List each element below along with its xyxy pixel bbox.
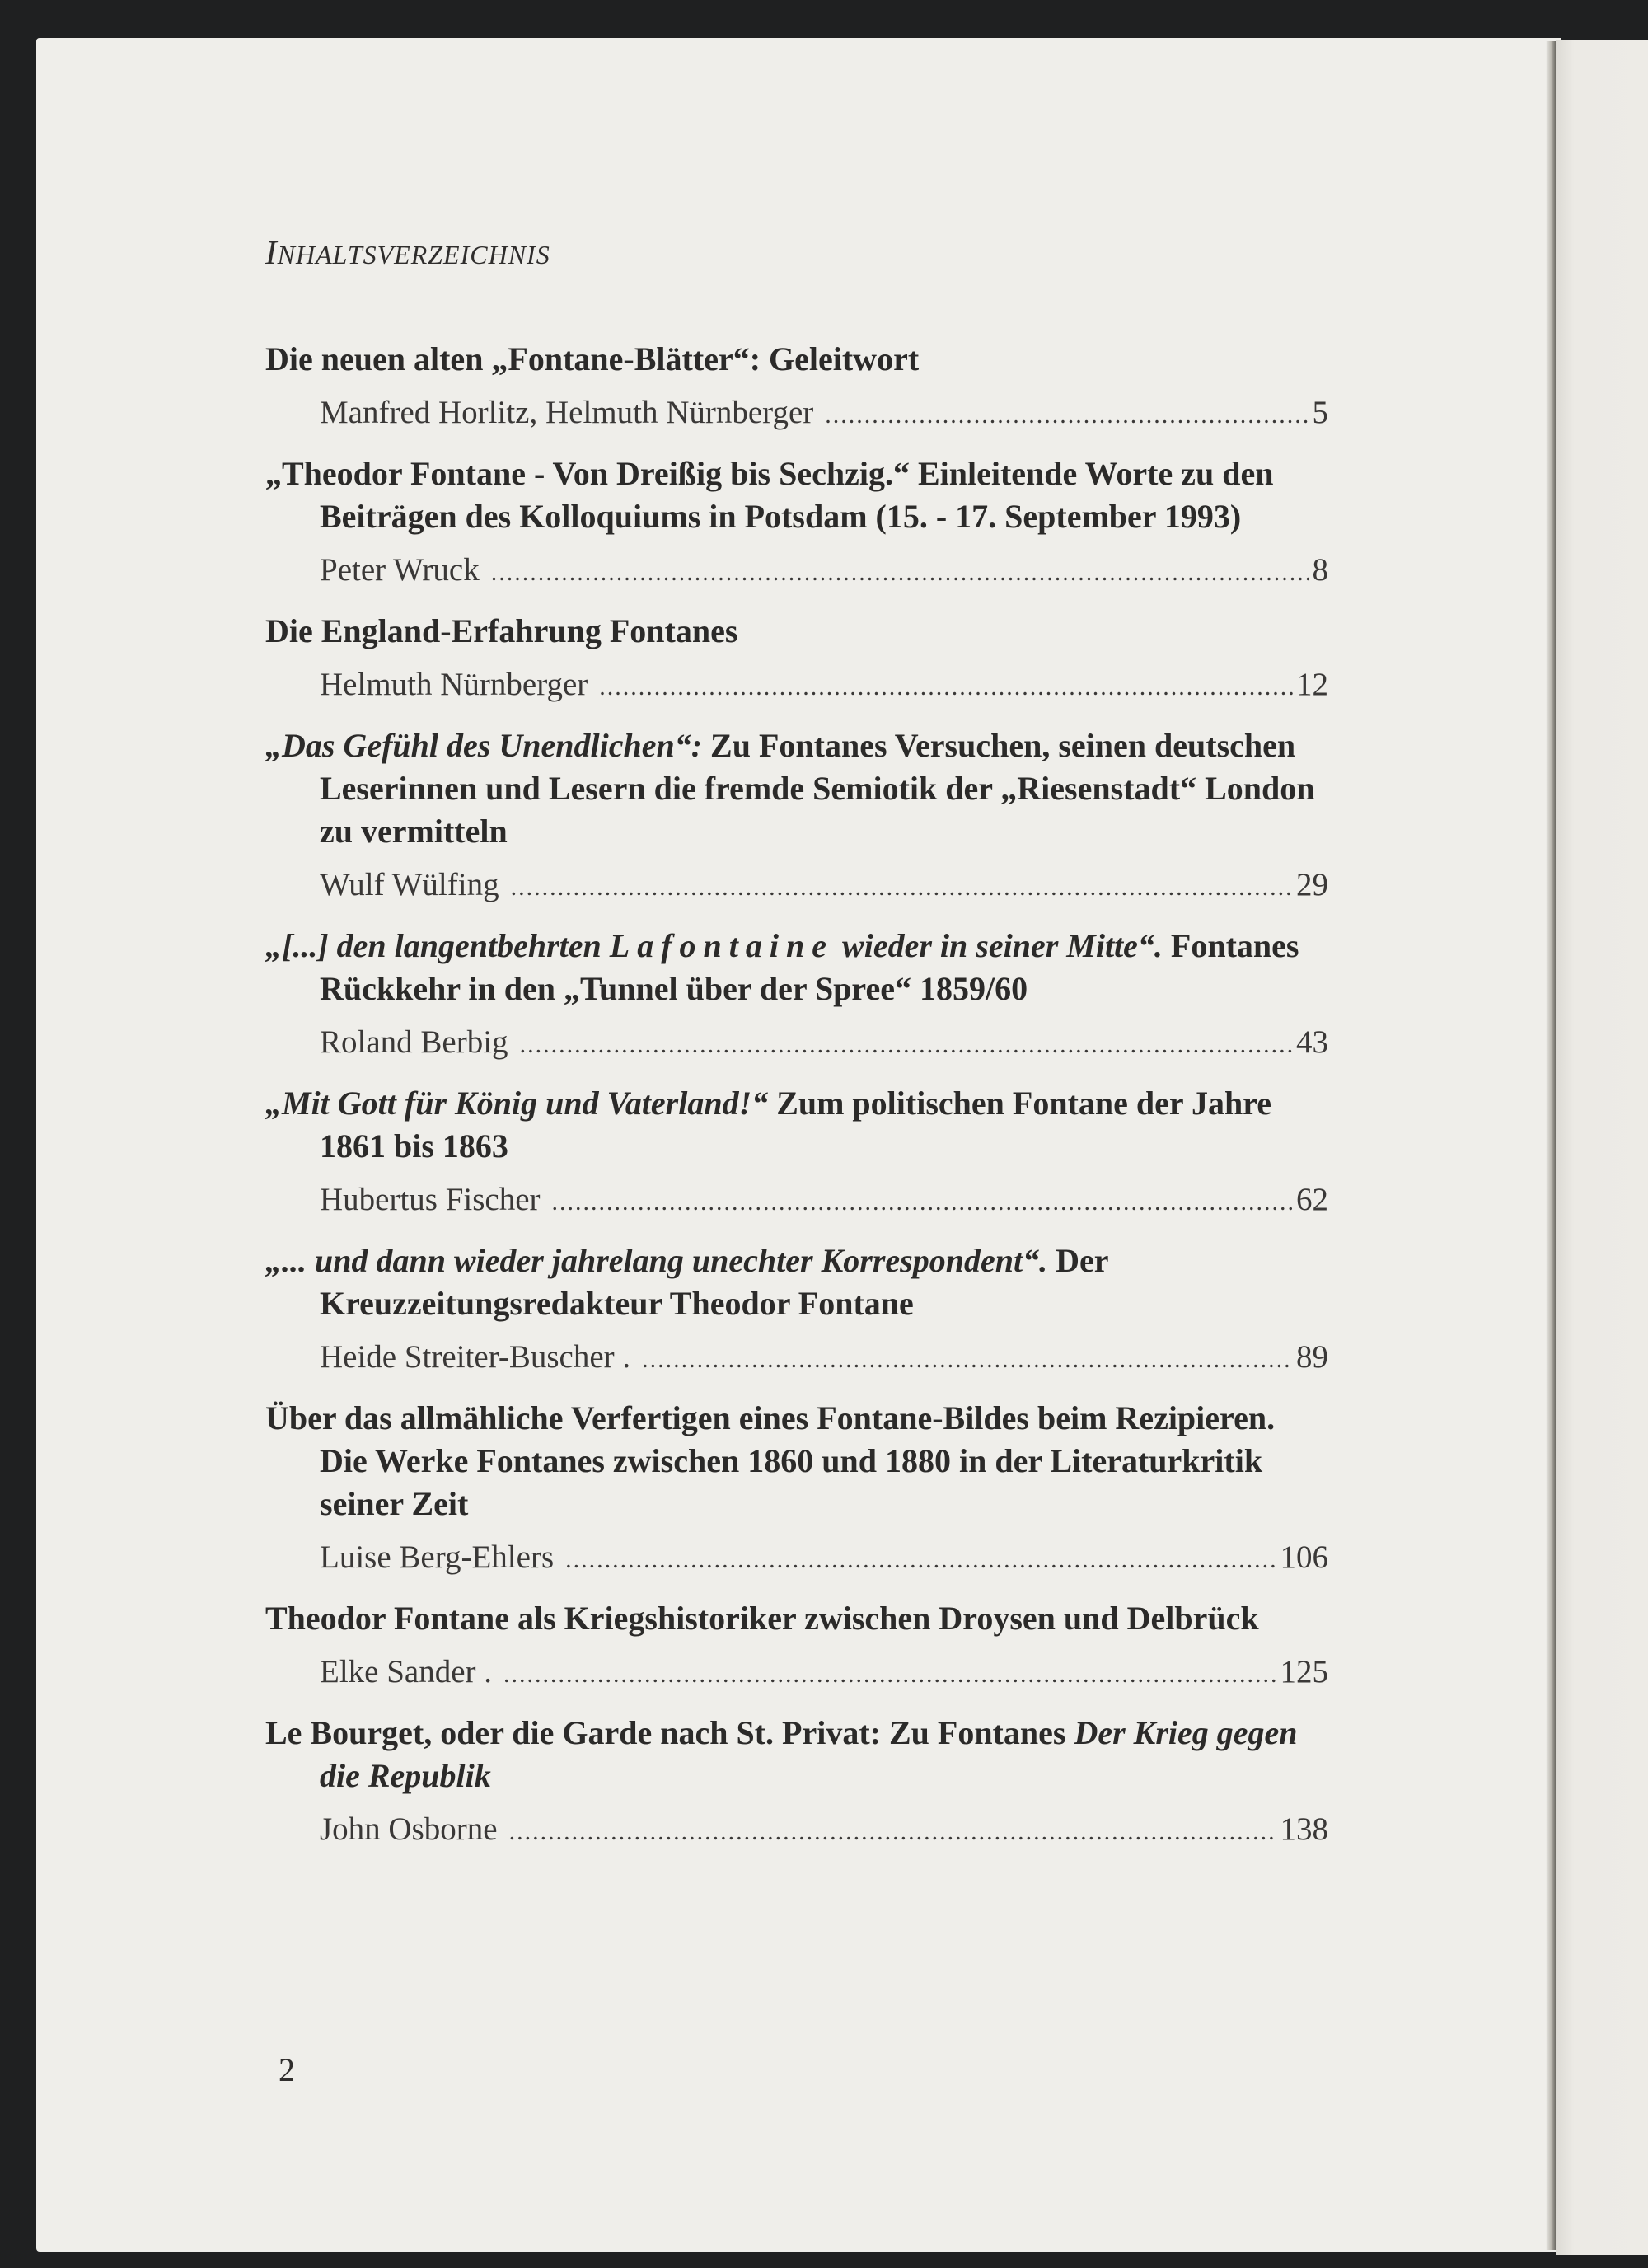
entry-heading-segment: „... und dann wieder jahrelang unechter Korrespondent“.: [265, 1242, 1048, 1279]
toc-entry: [265, 610, 1328, 710]
entry-author-line: [265, 1020, 1328, 1067]
toc-title-rest: NHALTSVERZEICHNIS: [277, 240, 550, 269]
dot-leader: [642, 1338, 1293, 1382]
entry-heading-segment: Zu Fontanes Versuchen, seinen deutschen Leserinnen und Lesern die fremde Semiotik der „Riesenstadt“ London zu vermitteln: [320, 727, 1315, 850]
toc-title: [265, 232, 550, 272]
entry-author-line: [265, 391, 1328, 438]
toc-entry: [265, 1239, 1328, 1382]
entry-page-number: 138: [1280, 1811, 1328, 1847]
entry-heading: [265, 925, 1328, 1010]
entry-heading: [265, 338, 1328, 381]
entry-author: Wulf Wülfing: [320, 867, 499, 902]
entry-page-number: 125: [1280, 1654, 1328, 1689]
entry-heading-segment: Die England-Erfahrung Fontanes: [265, 612, 738, 649]
entry-heading-segment: Lafontaine: [609, 927, 835, 964]
entry-heading-segment: „[...] den langentbehrten: [265, 927, 610, 964]
dot-leader: [565, 1538, 1276, 1582]
toc-entry: [265, 1397, 1328, 1582]
toc-entry: [265, 1712, 1328, 1854]
dot-leader: [491, 551, 1309, 595]
toc-entry: [265, 1082, 1328, 1225]
toc-entry: [265, 338, 1328, 438]
entry-heading: [265, 1082, 1328, 1168]
entry-page-number: 62: [1296, 1182, 1328, 1217]
entry-heading-segment: Zum politischen Fontane der Jahre 1861 bis 1863: [320, 1085, 1271, 1164]
dot-leader: [511, 865, 1293, 910]
dot-leader: [520, 1023, 1293, 1067]
entry-page-number: 5: [1312, 395, 1328, 430]
entry-author-line: [265, 663, 1328, 710]
entry-page-number: 106: [1280, 1539, 1328, 1575]
toc-entries: [265, 338, 1328, 1869]
entry-heading-segment: Über das allmähliche Verfertigen eines Fontane-Bildes beim Rezipieren. Die Werke Fontanes zwischen 1860 und 1880 in der Literaturkritik seiner Zeit: [265, 1399, 1276, 1522]
toc-entry: [265, 452, 1328, 595]
entry-heading: [265, 1239, 1328, 1325]
entry-heading-segment: „Mit Gott für König und Vaterland!“: [265, 1085, 769, 1122]
entry-author: Hubertus Fischer: [320, 1182, 541, 1217]
entry-page-number: 8: [1312, 552, 1328, 588]
facing-page-edge: [1556, 40, 1648, 2255]
entry-heading-segment: „Theodor Fontane - Von Dreißig bis Sechzig.“ Einleitende Worte zu den Beiträgen des Kolloquiums in Potsdam (15. - 17. September 1993): [265, 455, 1274, 535]
entry-author: Elke Sander .: [320, 1654, 493, 1689]
entry-heading-segment: Theodor Fontane als Kriegshistoriker zwischen Droysen und Delbrück: [265, 1600, 1259, 1637]
entry-author-line: [265, 1650, 1328, 1697]
entry-author-line: [265, 863, 1328, 910]
dot-leader: [599, 665, 1293, 710]
entry-author-line: [265, 1178, 1328, 1225]
entry-heading-segment: Der Krieg gegen die Republik: [320, 1714, 1298, 1794]
book-spine: [1546, 41, 1556, 2250]
entry-page-number: 43: [1296, 1024, 1328, 1060]
entry-heading: [265, 1712, 1328, 1797]
entry-author: Manfred Horlitz, Helmuth Nürnberger: [320, 395, 814, 430]
entry-heading: [265, 1397, 1328, 1525]
entry-heading-segment: Die neuen alten „Fontane-Blätter“: Geleitwort: [265, 340, 920, 377]
entry-heading-segment: Der Kreuzzeitungsredakteur Theodor Fontane: [320, 1242, 1108, 1322]
entry-heading: [265, 452, 1328, 538]
entry-author: Peter Wruck: [320, 552, 480, 588]
entry-heading-segment: Fontanes Rückkehr in den „Tunnel über der Spree“ 1859/60: [320, 927, 1299, 1007]
dot-leader: [503, 1652, 1276, 1697]
entry-page-number: 12: [1296, 667, 1328, 702]
entry-heading-segment: Le Bourget, oder die Garde nach St. Privat: Zu Fontanes: [265, 1714, 1074, 1751]
entry-author-line: [265, 548, 1328, 595]
entry-heading: [265, 1597, 1328, 1640]
entry-author: Roland Berbig: [320, 1024, 508, 1060]
dot-leader: [509, 1810, 1277, 1854]
entry-author-line: [265, 1807, 1328, 1854]
entry-author-line: [265, 1335, 1328, 1382]
entry-heading-segment: „Das Gefühl des Unendlichen“:: [265, 727, 703, 764]
toc-title-initial: I: [265, 233, 278, 271]
entry-author: Heide Streiter-Buscher .: [320, 1339, 631, 1375]
toc-entry: [265, 724, 1328, 910]
entry-page-number: 29: [1296, 867, 1328, 902]
entry-page-number: 89: [1296, 1339, 1328, 1375]
entry-heading: [265, 724, 1328, 853]
entry-heading-segment: wieder in seiner Mitte“.: [834, 927, 1163, 964]
entry-author-line: [265, 1535, 1328, 1582]
entry-heading: [265, 610, 1328, 653]
entry-author: Luise Berg-Ehlers: [320, 1539, 555, 1575]
toc-entry: [265, 1597, 1328, 1697]
entry-author: Helmuth Nürnberger: [320, 667, 588, 702]
page-number: 2: [279, 2051, 295, 2088]
toc-entry: [265, 925, 1328, 1067]
dot-leader: [825, 393, 1309, 438]
entry-author: John Osborne: [320, 1811, 498, 1847]
dot-leader: [552, 1180, 1293, 1225]
